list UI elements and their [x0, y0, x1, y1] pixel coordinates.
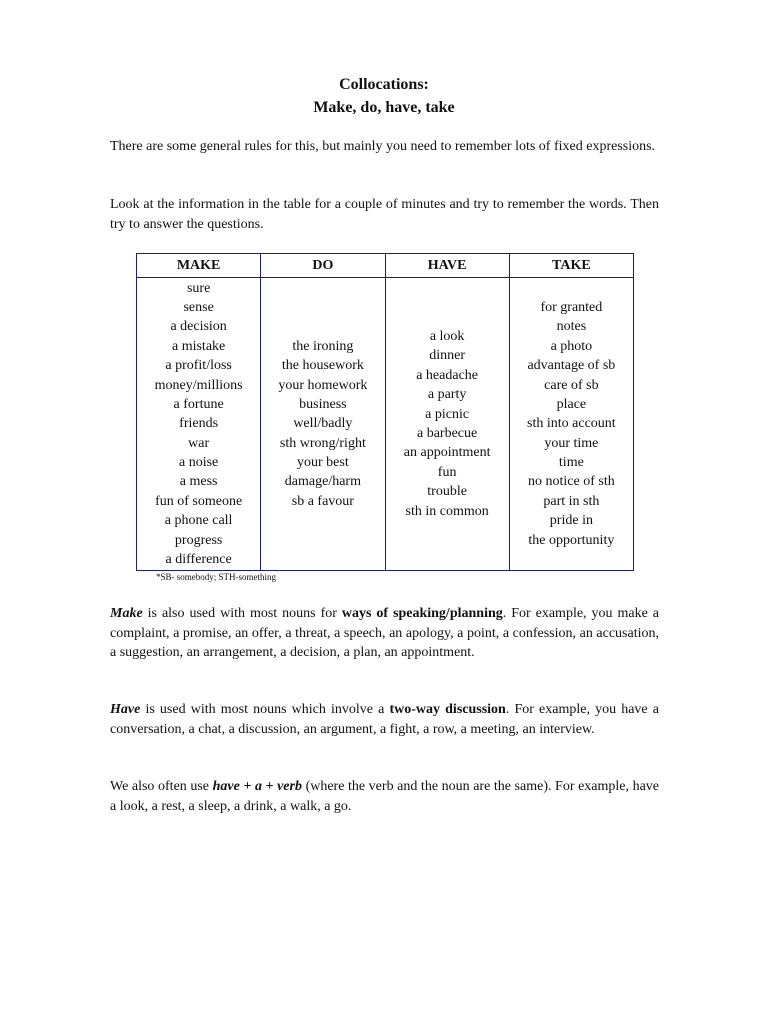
collocations-table — [136, 253, 634, 571]
list-item: sth into account — [527, 416, 616, 432]
list-item: for granted — [540, 299, 603, 315]
list-item: a headache — [416, 367, 479, 383]
list-item: war — [188, 435, 210, 451]
list-item: dinner — [429, 348, 465, 364]
list-item: fun of someone — [155, 493, 243, 509]
list-item: a mess — [179, 474, 218, 490]
list-item: a difference — [165, 552, 232, 568]
title-line-2: Make, do, have, take — [313, 99, 455, 116]
list-item: no notice of sth — [528, 474, 615, 490]
title-line-1: Collocations: — [339, 76, 429, 93]
list-item: part in sth — [543, 493, 600, 509]
list-item: notes — [556, 319, 587, 335]
list-item: trouble — [427, 484, 467, 500]
make-text-2: . For example, you make a complaint, a promise, an offer, a threat, a speech, an apology, a point, a confession, an accusation, a suggestion, an arrangement, a decision, a plan, an appointment. — [110, 606, 659, 660]
list-item: an appointment — [403, 445, 491, 461]
list-item: place — [556, 396, 587, 412]
list-item: a phone call — [164, 513, 233, 529]
make-text-1: is also used with most nouns for — [142, 606, 342, 621]
list-item: your time — [544, 435, 599, 451]
header-take: TAKE — [509, 254, 633, 278]
make-bold: ways of speaking/planning — [341, 606, 503, 621]
list-item: a profit/loss — [165, 358, 232, 374]
list-item: the opportunity — [528, 532, 615, 548]
list-item: sth wrong/right — [279, 435, 366, 451]
intro-paragraph-2: Look at the information in the table for a couple of minutes and try to remember the words. Then try to answer the questions. — [110, 197, 659, 232]
list-item: a picnic — [425, 406, 470, 422]
verb-formula: have + a + verb — [212, 779, 302, 794]
have-bold: two-way discussion — [389, 702, 506, 717]
list-item: a fortune — [173, 396, 224, 412]
list-item: your homework — [278, 377, 368, 393]
verb-paragraph — [110, 777, 659, 816]
column-take — [509, 278, 633, 571]
table-header-row — [137, 254, 634, 278]
list-item: a decision — [170, 319, 227, 335]
list-item: sure — [186, 280, 211, 296]
list-item: fun — [437, 464, 457, 480]
list-item: friends — [179, 416, 219, 432]
list-item: a photo — [550, 338, 593, 354]
table-row — [137, 278, 634, 571]
column-do — [261, 278, 385, 571]
list-item: a noise — [178, 455, 219, 471]
list-item: care of sb — [544, 377, 599, 393]
verb-text-1: We also often use — [110, 779, 213, 794]
list-item: well/badly — [293, 416, 353, 432]
list-item: progress — [174, 532, 223, 548]
list-item: your best — [297, 455, 349, 471]
header-make: MAKE — [137, 254, 261, 278]
verb-text-2: (where the verb and the noun are the same). For example, have a look, a rest, a sleep, a drink, a walk, a go. — [110, 779, 660, 814]
list-item: time — [558, 455, 584, 471]
list-item: advantage of sb — [527, 358, 616, 374]
list-item: sense — [183, 299, 214, 315]
column-make — [137, 278, 261, 571]
list-item: damage/harm — [284, 474, 361, 490]
list-item: the ironing — [292, 338, 354, 354]
page-title — [0, 73, 768, 119]
have-text-1: is used with most nouns which involve a — [140, 702, 390, 717]
header-have: HAVE — [385, 254, 509, 278]
have-paragraph — [110, 700, 659, 739]
have-lead: Have — [110, 702, 141, 717]
table-footnote: *SB- somebody; STH-something — [156, 572, 277, 582]
list-item: money/millions — [154, 377, 243, 393]
make-lead: Make — [110, 606, 143, 621]
intro-paragraph-1: There are some general rules for this, but mainly you need to remember lots of fixed expressions. — [110, 139, 656, 154]
list-item: a barbecue — [417, 426, 478, 441]
list-item: sth in common — [405, 503, 489, 519]
list-item: a look — [429, 329, 465, 345]
list-item: pride in — [549, 513, 593, 529]
header-do: DO — [261, 254, 385, 278]
list-item: a party — [427, 387, 467, 403]
column-have — [385, 278, 509, 571]
list-item: a mistake — [171, 338, 226, 354]
list-item: business — [299, 396, 347, 412]
have-text-2: . For example, you have a conversation, a chat, a discussion, an argument, a fight, a row, a meeting, an interview. — [110, 702, 659, 737]
make-paragraph — [110, 604, 659, 663]
list-item: the housework — [281, 358, 364, 374]
list-item: sb a favour — [291, 493, 354, 509]
